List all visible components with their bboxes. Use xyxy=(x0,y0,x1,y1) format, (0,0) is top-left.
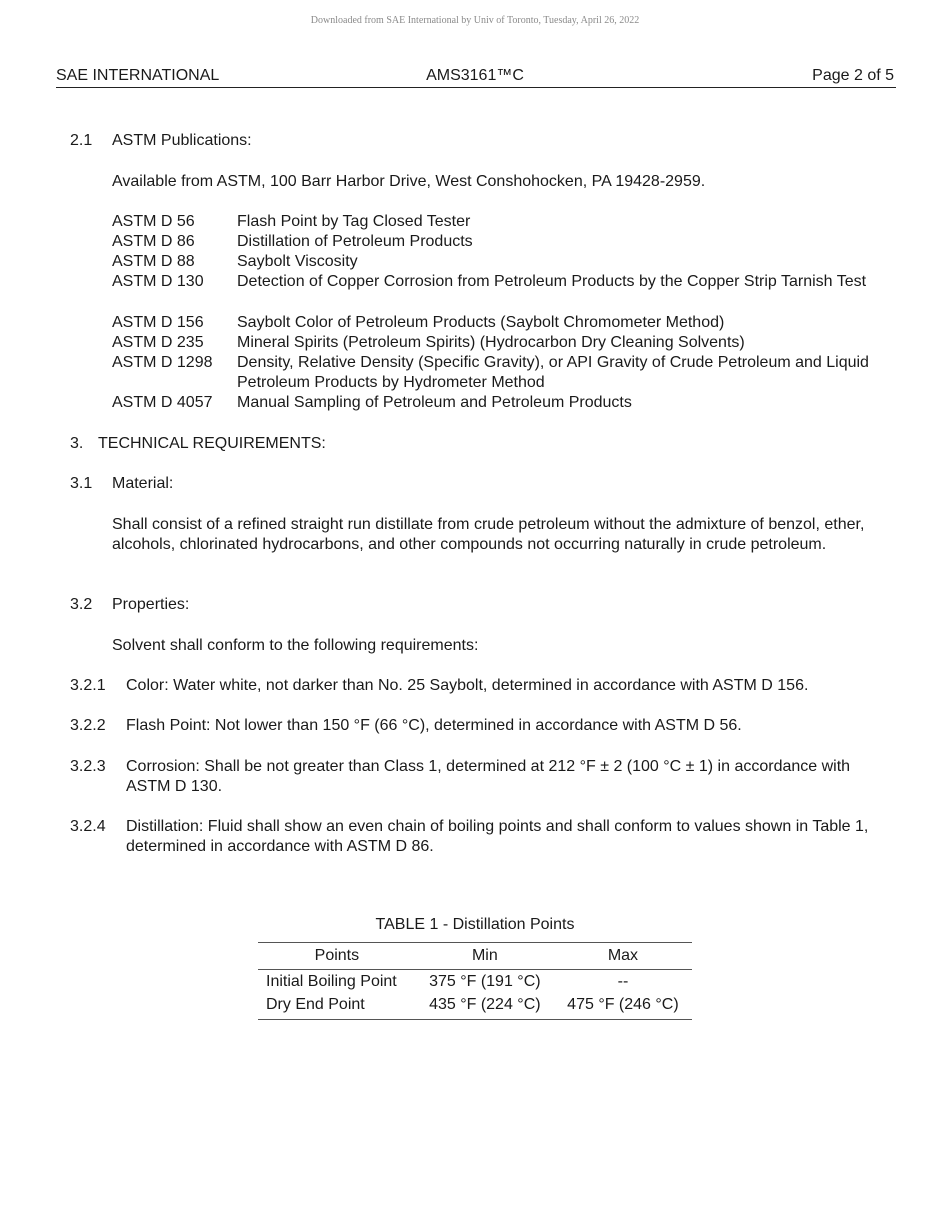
column-header-min: Min xyxy=(416,943,554,970)
section-2-1-title: ASTM Publications: xyxy=(112,132,252,149)
reference-title: Distillation of Petroleum Products xyxy=(237,233,473,250)
table-row xyxy=(258,994,692,1020)
astm-availability: Available from ASTM, 100 Barr Harbor Drive, West Conshohocken, PA 19428-2959. xyxy=(112,173,706,190)
table-cell: 375 °F (191 °C) xyxy=(429,973,541,990)
table-cell: Initial Boiling Point xyxy=(266,973,397,990)
table-1-caption: TABLE 1 - Distillation Points xyxy=(375,916,575,933)
section-3-title: TECHNICAL REQUIREMENTS: xyxy=(98,435,326,452)
header-document-id: AMS3161™C xyxy=(426,67,524,84)
column-header-max: Max xyxy=(554,943,692,970)
reference-title: Mineral Spirits (Petroleum Spirits) (Hydrocarbon Dry Cleaning Solvents) xyxy=(237,334,745,351)
section-3-number: 3. xyxy=(70,435,84,452)
section-3-2-number: 3.2 xyxy=(70,596,93,613)
section-2-1-number: 2.1 xyxy=(70,132,93,149)
section-3-2-1-body: Color: Water white, not darker than No. 25 Saybolt, determined in accordance with ASTM D 156. xyxy=(126,677,809,694)
header-divider xyxy=(56,87,896,88)
reference-code: ASTM D 156 xyxy=(112,314,204,331)
reference-code: ASTM D 4057 xyxy=(112,394,213,411)
reference-title: Saybolt Color of Petroleum Products (Saybolt Chromometer Method) xyxy=(237,314,725,331)
section-3-2-title: Properties: xyxy=(112,596,190,613)
table-row xyxy=(258,970,692,995)
table-cell: Dry End Point xyxy=(258,994,416,1020)
section-3-2-2-number: 3.2.2 xyxy=(70,717,106,734)
header-page-number: Page 2 of 5 xyxy=(812,67,894,84)
reference-code: ASTM D 130 xyxy=(112,273,204,290)
distillation-table xyxy=(258,942,692,1020)
section-3-2-3-number: 3.2.3 xyxy=(70,758,106,775)
reference-code: ASTM D 1298 xyxy=(112,354,213,371)
section-3-2-3-body: Corrosion: Shall be not greater than Class 1, determined at 212 °F ± 2 (100 °C ± 1) in accordance with ASTM D 130. xyxy=(126,758,851,795)
table-cell: 435 °F (224 °C) xyxy=(416,994,554,1020)
section-3-2-body: Solvent shall conform to the following requirements: xyxy=(112,637,479,654)
section-3-1-title: Material: xyxy=(112,475,174,492)
section-3-2-2-body: Flash Point: Not lower than 150 °F (66 °C), determined in accordance with ASTM D 56. xyxy=(126,717,742,734)
reference-title: Detection of Copper Corrosion from Petroleum Products by the Copper Strip Tarnish Test xyxy=(237,273,867,290)
reference-title: Saybolt Viscosity xyxy=(237,253,358,270)
table-cell: -- xyxy=(617,973,629,990)
reference-code: ASTM D 88 xyxy=(112,253,195,270)
reference-code: ASTM D 235 xyxy=(112,334,204,351)
section-3-1-body: Shall consist of a refined straight run distillate from crude petroleum without the admixture of benzol, ether, alcohols, chlorinated hydrocarbons, and other compounds not occurring naturally in crude petroleum. xyxy=(112,516,865,553)
reference-title: Flash Point by Tag Closed Tester xyxy=(237,213,471,230)
download-watermark: Downloaded from SAE International by Univ of Toronto, Tuesday, April 26, 2022 xyxy=(310,15,640,26)
section-3-2-1-number: 3.2.1 xyxy=(70,677,106,694)
reference-title: Density, Relative Density (Specific Gravity), or API Gravity of Crude Petroleum and Liquid Petroleum Products by Hydrometer Method xyxy=(237,354,869,391)
reference-code: ASTM D 86 xyxy=(112,233,195,250)
table-header-row xyxy=(258,943,692,970)
column-header-points: Points xyxy=(258,943,416,970)
section-3-2-4-number: 3.2.4 xyxy=(70,818,106,835)
section-3-2-4-body: Distillation: Fluid shall show an even chain of boiling points and shall conform to values shown in Table 1, determined in accordance with ASTM D 86. xyxy=(126,818,869,855)
reference-code: ASTM D 56 xyxy=(112,213,195,230)
header-organization: SAE INTERNATIONAL xyxy=(56,67,220,84)
section-3-1-number: 3.1 xyxy=(70,475,93,492)
reference-title: Manual Sampling of Petroleum and Petroleum Products xyxy=(237,394,632,411)
table-cell: 475 °F (246 °C) xyxy=(554,994,692,1020)
